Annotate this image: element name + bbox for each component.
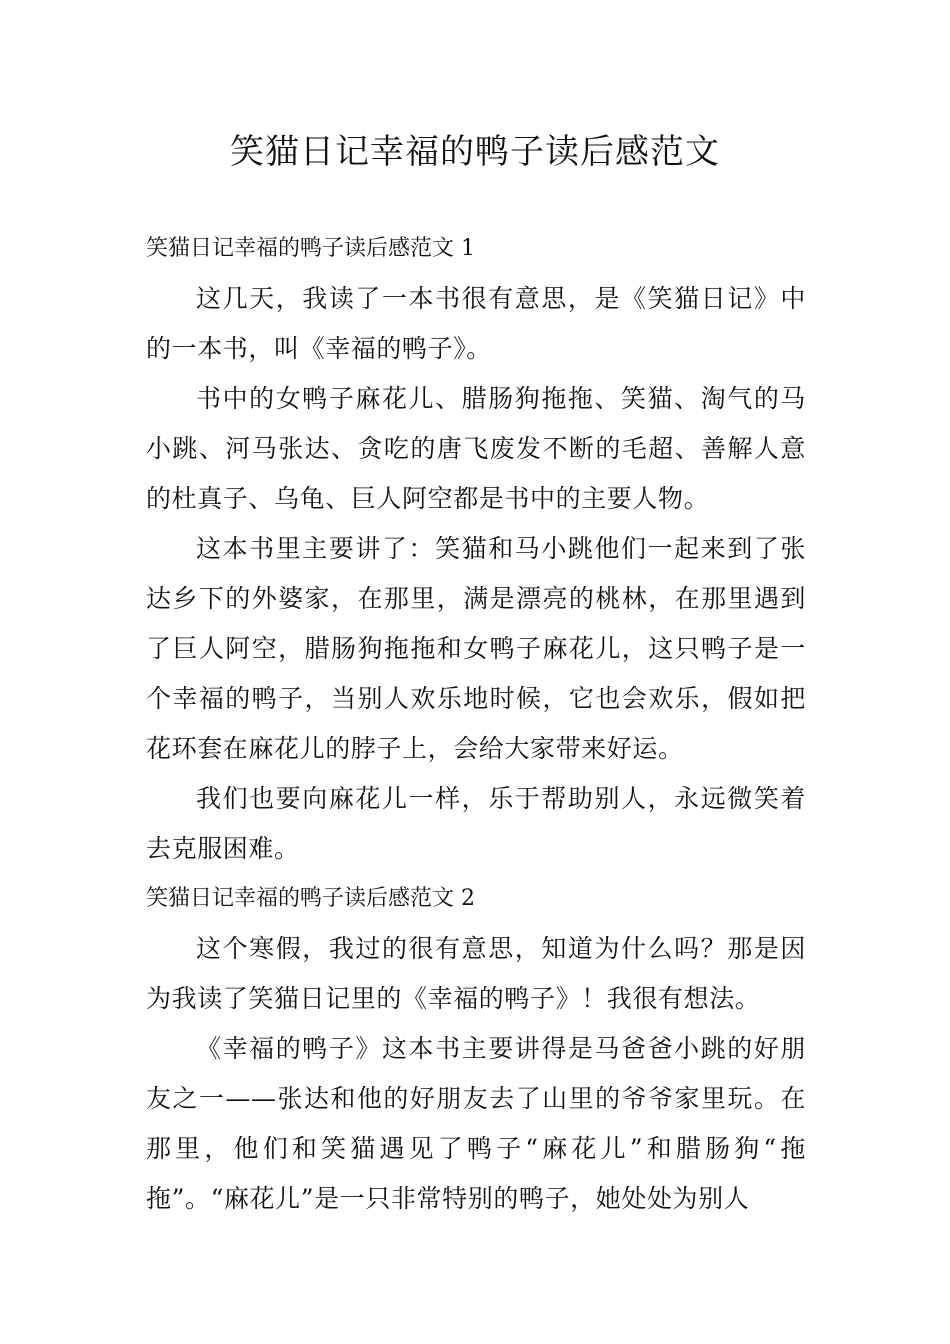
document-title: 笑猫日记幸福的鸭子读后感范文 [230,132,720,172]
section-heading-1: 笑猫日记幸福的鸭子读后感范文 1 [146,236,475,261]
section-heading-2: 笑猫日记幸福的鸭子读后感范文 2 [146,886,475,911]
paragraph: 这几天，我读了一本书很有意思，是《笑猫日记》中的一本书，叫《幸福的鸭子》。 [146,284,806,363]
paragraph: 书中的女鸭子麻花儿、腊肠狗拖拖、笑猫、淘气的马小跳、河马张达、贪吃的唐飞废发不断的毛超、善解人意的杜真子、乌龟、巨人阿空都是书中的主要人物。 [146,384,806,513]
document-body [146,224,806,1224]
paragraph: 这个寒假，我过的很有意思，知道为什么吗？那是因为我读了笑猫日记里的《幸福的鸭子》！我很有想法。 [146,934,806,1013]
paragraph: 我们也要向麻花儿一样，乐于帮助别人，永远微笑着去克服困难。 [146,784,806,863]
paragraph: 《幸福的鸭子》这本书主要讲得是马爸爸小跳的好朋友之一——张达和他的好朋友去了山里的爷爷家里玩。在那里，他们和笑猫遇见了鸭子“麻花儿”和腊肠狗“拖拖”。“麻花儿”是一只非常特别的鸭子，她处处为别人 [146,1034,806,1213]
paragraph: 这本书里主要讲了：笑猫和马小跳他们一起来到了张达乡下的外婆家，在那里，满是漂亮的桃林，在那里遇到了巨人阿空，腊肠狗拖拖和女鸭子麻花儿，这只鸭子是一个幸福的鸭子，当别人欢乐地时候，它也会欢乐，假如把花环套在麻花儿的脖子上，会给大家带来好运。 [146,534,806,763]
